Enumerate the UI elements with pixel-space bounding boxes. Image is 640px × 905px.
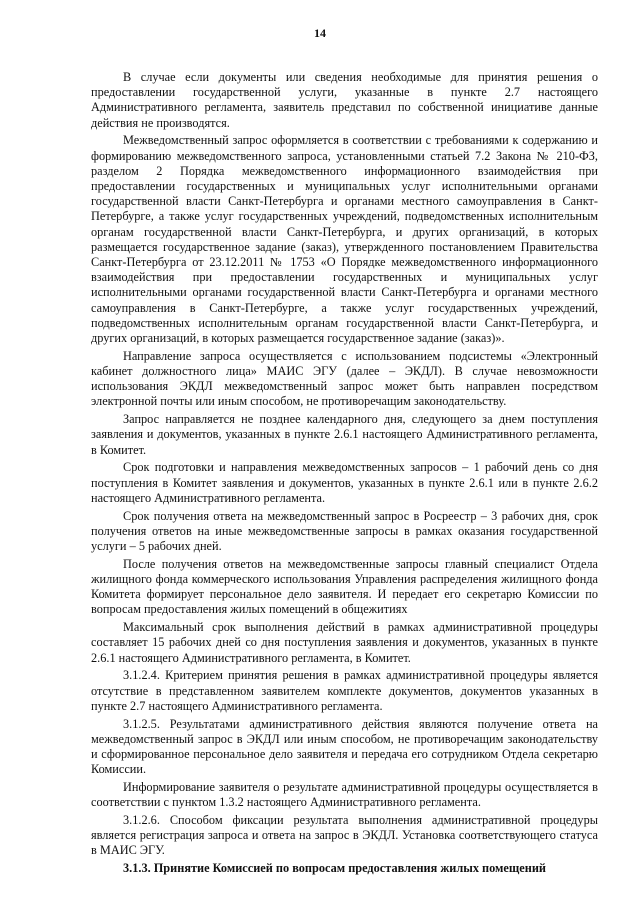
document-body — [91, 70, 598, 879]
page-number: 14 — [314, 26, 326, 40]
section-heading: 3.1.3. Принятие Комиссией по вопросам предоставления жилых помещений — [123, 861, 546, 876]
paragraph: Межведомственный запрос оформляется в соответствии с требованиями к содержанию и формированию межведомственного запроса, установленными статьей 7.2 Закона № 210-ФЗ, разделом 2 Порядка межведомственного информационного взаимодействия при предоставлении государственных и муниципальных услуг исполнительными органами государственной власти Санкт-Петербурга и органами местного самоуправления в Санкт-Петербурге, а также услуг государственных учреждений, подведомственных исполнительным органам государственной власти Санкт-Петербурга, и других организаций, в которых размещается государственное задание (заказ), утвержденного постановлением Правительства Санкт-Петербурга от 23.12.2011 № 1753 «О Порядке межведомственного информационного взаимодействия при предоставлении государственных и муниципальных услуг исполнительными органами государственной власти Санкт-Петербурга и органами местного самоуправления в Санкт-Петербурге, а также услуг государственных учреждений, подведомственных исполнительным органам государственной власти Санкт-Петербурга, и других организаций, в которых размещается государственное задание (заказ)». — [91, 133, 598, 346]
paragraph: В случае если документы или сведения необходимые для принятия решения о предоставлении государственной услуги, указанные в пункте 2.7 настоящего Административного регламента, заявитель представил по собственной инициативе данные действия не производятся. — [91, 70, 598, 130]
paragraph: 3.1.2.4. Критерием принятия решения в рамках административной процедуры является отсутствие в представленном заявителем комплекте документов, документов указанных в пункте 2.7 настоящего Административного регламента. — [91, 668, 598, 713]
paragraph: После получения ответов на межведомственные запросы главный специалист Отдела жилищного фонда коммерческого использования Управления распределения жилищного фонда Комитета формирует персональное дело заявителя. И передает его секретарю Комиссии по вопросам предоставления жилых помещений в общежитиях — [91, 556, 598, 617]
paragraph: Срок подготовки и направления межведомственных запросов – 1 рабочий день со дня поступления в Комитет заявления и документов, указанных в пункте 2.6.1 или в пункте 2.6.2 настоящего Административного регламента. — [91, 460, 598, 505]
paragraph: Направление запроса осуществляется с использованием подсистемы «Электронный кабинет должностного лица» МАИС ЭГУ (далее – ЭКДЛ). В случае невозможности использования ЭКДЛ межведомственный запрос может быть направлен посредством электронной почты или иным способом, не противоречащим законодательству. — [91, 348, 598, 409]
paragraph: Информирование заявителя о результате административной процедуры осуществляется в соответствии с пунктом 1.3.2 настоящего Административного регламента. — [91, 780, 598, 810]
paragraph: Запрос направляется не позднее календарного дня, следующего за днем поступления заявления и документов, указанных в пункте 2.6.1 настоящего Административного регламента, в Комитет. — [91, 412, 598, 457]
paragraph: 3.1.2.6. Способом фиксации результата выполнения административной процедуры является регистрация запроса и ответа на запрос в ЭКДЛ. Установка соответствующего статуса в МАИС ЭГУ. — [91, 813, 598, 858]
paragraph: Максимальный срок выполнения действий в рамках административной процедуры составляет 15 рабочих дней со дня поступления заявления и документов, указанных в пункте 2.6.1 настоящего Административного регламента, в Комитет. — [91, 620, 598, 665]
paragraph: 3.1.2.5. Результатами административного действия являются получение ответа на межведомственный запрос в ЭКДЛ или иным способом, не противоречащим законодательству и сформированное персональное дело заявителя и передача его сотрудником Отдела секретарю Комиссии. — [91, 716, 598, 777]
paragraph: Срок получения ответа на межведомственный запрос в Росреестр – 3 рабочих дня, срок получения ответов на иные межведомственные запросы в рамках оказания государственной услуги – 5 рабочих дней. — [91, 508, 598, 554]
